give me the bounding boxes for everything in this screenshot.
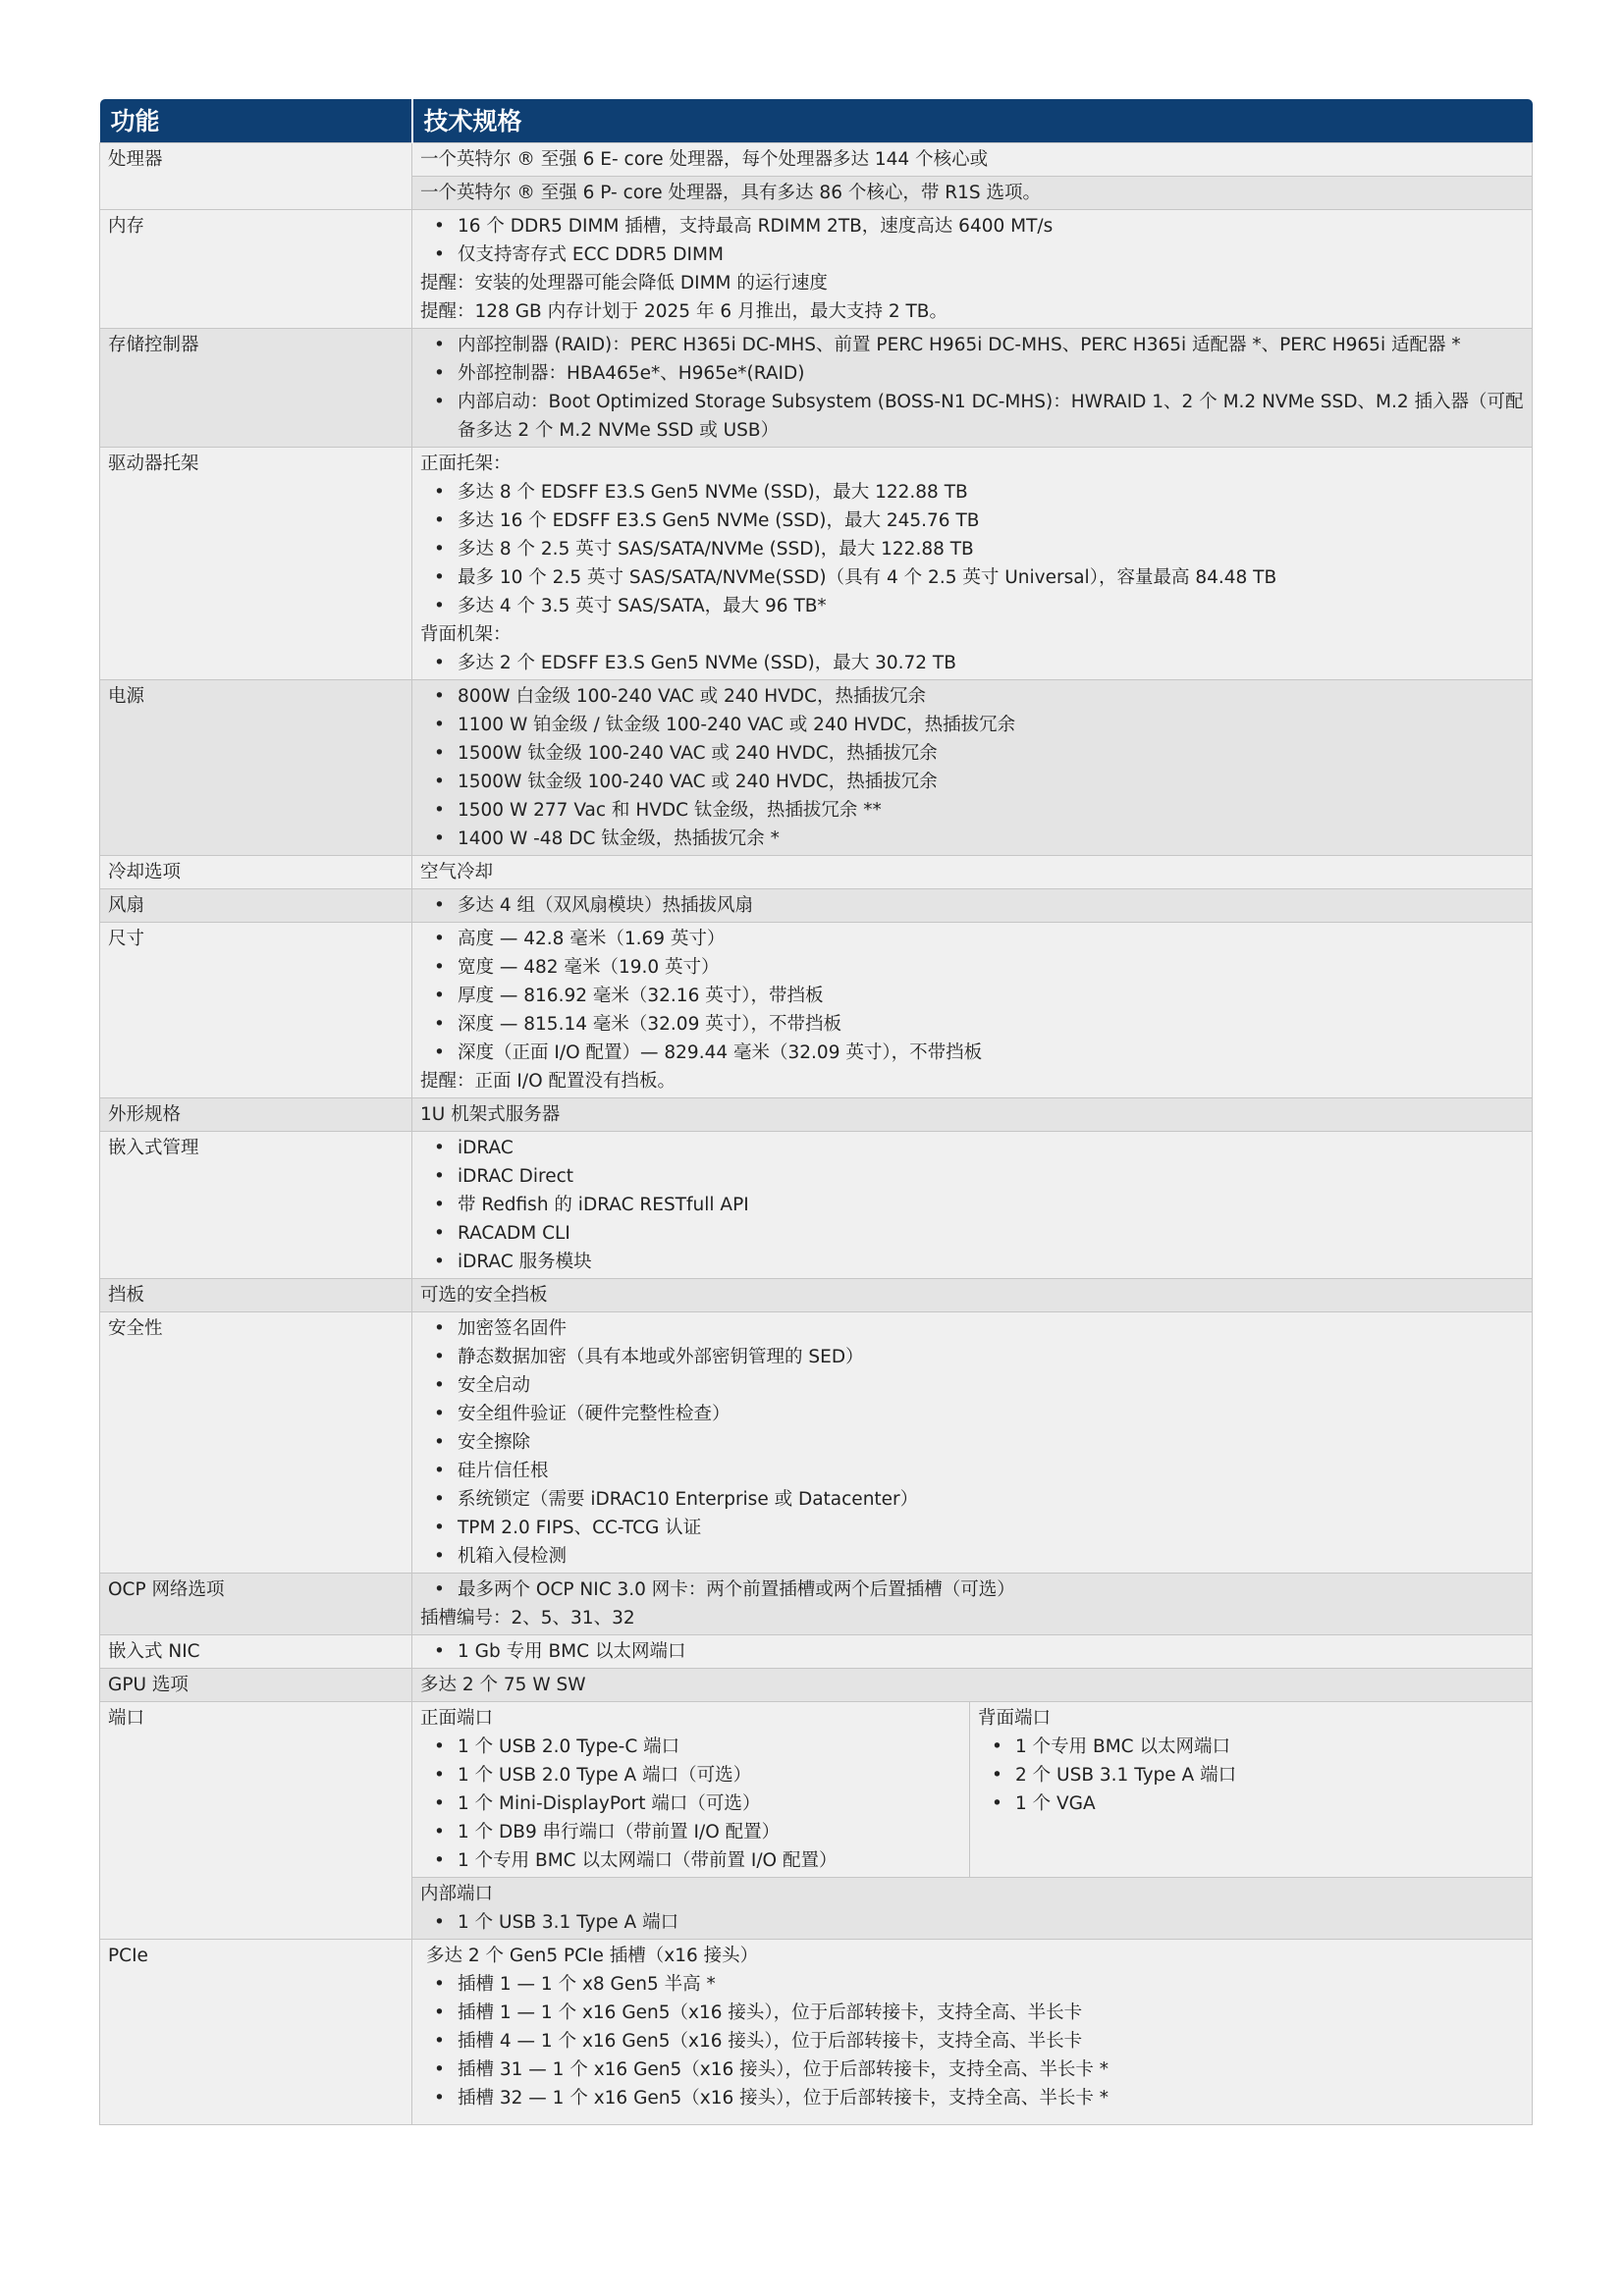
list-item: • 外部控制器：HBA465e*、H965e*(RAID) bbox=[458, 359, 1526, 388]
drive-bays-rear-title: 背面机架： bbox=[420, 624, 512, 645]
list-item: • RACADM CLI bbox=[458, 1219, 1526, 1248]
memory-note: 提醒：安装的处理器可能会降低 DIMM 的运行速度 bbox=[420, 273, 828, 294]
list-item: • 多达 2 个 EDSFF E3.S Gen5 NVMe (SSD)，最大 30.72 TB bbox=[458, 649, 1526, 677]
header-row bbox=[100, 99, 1533, 143]
ocp-list bbox=[420, 1575, 1526, 1604]
internal-ports-title: 内部端口 bbox=[420, 1884, 494, 1904]
list-item: • 插槽 32 — 1 个 x16 Gen5（x16 接头），位于后部转接卡，支持全高、半长卡 * bbox=[458, 2084, 1526, 2112]
list-item: • 1 个专用 BMC 以太网端口（带前置 I/O 配置） bbox=[458, 1846, 963, 1875]
row-embedded-management bbox=[100, 1132, 1533, 1279]
list-item: • 多达 8 个 2.5 英寸 SAS/SATA/NVMe (SSD)，最大 122.88 TB bbox=[458, 535, 1526, 563]
internal-ports bbox=[412, 1877, 1532, 1939]
list-item: • 1100 W 铂金级 / 钛金级 100-240 VAC 或 240 HVDC，热插拔冗余 bbox=[458, 711, 1526, 739]
list-item: • 加密签名固件 bbox=[458, 1314, 1526, 1343]
list-item: • 最多两个 OCP NIC 3.0 网卡：两个前置插槽或两个后置插槽（可选） bbox=[458, 1575, 1526, 1604]
row-security bbox=[100, 1312, 1533, 1574]
value-cooling: 空气冷却 bbox=[412, 856, 1533, 889]
ocp-note: 插槽编号：2、5、31、32 bbox=[420, 1608, 635, 1629]
list-item: • 安全启动 bbox=[458, 1371, 1526, 1400]
value-security bbox=[412, 1312, 1533, 1574]
label-fans: 风扇 bbox=[100, 889, 412, 923]
label-memory: 内存 bbox=[100, 210, 412, 329]
power-list bbox=[420, 682, 1526, 853]
list-item: • 1 个 USB 2.0 Type A 端口（可选） bbox=[458, 1761, 963, 1789]
row-storage-controller bbox=[100, 329, 1533, 448]
dimensions-note: 提醒：正面 I/O 配置没有挡板。 bbox=[420, 1071, 677, 1092]
value-drive-bays bbox=[412, 448, 1533, 680]
label-dimensions: 尺寸 bbox=[100, 923, 412, 1098]
list-item: • 系统锁定（需要 iDRAC10 Enterprise 或 Datacenter） bbox=[458, 1485, 1526, 1514]
pcie-list bbox=[420, 1970, 1526, 2112]
label-security: 安全性 bbox=[100, 1312, 412, 1574]
pcie-title: 多达 2 个 Gen5 PCIe 插槽（x16 接头） bbox=[426, 1946, 759, 1966]
embedded-nic-list bbox=[420, 1637, 1526, 1666]
header-feature: 功能 bbox=[100, 99, 412, 143]
list-item: • 800W 白金级 100-240 VAC 或 240 HVDC，热插拔冗余 bbox=[458, 682, 1526, 711]
list-item: • 多达 4 个 3.5 英寸 SAS/SATA，最大 96 TB* bbox=[458, 592, 1526, 620]
list-item: • 插槽 1 — 1 个 x8 Gen5 半高 * bbox=[458, 1970, 1526, 1999]
rear-ports-list bbox=[978, 1733, 1526, 1818]
row-embedded-nic bbox=[100, 1635, 1533, 1669]
list-item: • 1 Gb 专用 BMC 以太网端口 bbox=[458, 1637, 1526, 1666]
memory-list bbox=[420, 212, 1526, 269]
list-item: • 硅片信任根 bbox=[458, 1457, 1526, 1485]
list-item: • 安全组件验证（硬件完整性检查） bbox=[458, 1400, 1526, 1428]
list-item: • 内部控制器 (RAID)：PERC H365i DC-MHS、前置 PERC H965i DC-MHS、PERC H365i 适配器 *、PERC H965i 适配器 * bbox=[458, 331, 1526, 359]
list-item: • 仅支持寄存式 ECC DDR5 DIMM bbox=[458, 240, 1526, 269]
row-drive-bays bbox=[100, 448, 1533, 680]
list-item: • 静态数据加密（具有本地或外部密钥管理的 SED） bbox=[458, 1343, 1526, 1371]
row-ocp bbox=[100, 1574, 1533, 1635]
list-item: • 机箱入侵检测 bbox=[458, 1542, 1526, 1571]
row-cooling bbox=[100, 856, 1533, 889]
label-cooling: 冷却选项 bbox=[100, 856, 412, 889]
row-dimensions bbox=[100, 923, 1533, 1098]
label-bezel: 挡板 bbox=[100, 1279, 412, 1312]
label-gpu: GPU 选项 bbox=[100, 1669, 412, 1702]
list-item: • iDRAC 服务模块 bbox=[458, 1248, 1526, 1276]
label-ports: 端口 bbox=[100, 1702, 412, 1940]
value-ports bbox=[412, 1702, 1533, 1940]
list-item: • 安全擦除 bbox=[458, 1428, 1526, 1457]
value-pcie bbox=[412, 1940, 1533, 2125]
list-item: • 带 Redfish 的 iDRAC RESTfull API bbox=[458, 1191, 1526, 1219]
value-power bbox=[412, 680, 1533, 856]
label-storage-controller: 存储控制器 bbox=[100, 329, 412, 448]
row-fans bbox=[100, 889, 1533, 923]
value-processor bbox=[412, 143, 1533, 210]
rear-ports-title: 背面端口 bbox=[978, 1708, 1052, 1729]
drive-bays-front-list bbox=[420, 478, 1526, 620]
list-item: • 内部启动：Boot Optimized Storage Subsystem (BOSS-N1 DC-MHS)：HWRAID 1、2 个 M.2 NVMe SSD、M.2 插入器（可配备多达 2 个 M.2 NVMe SSD 或 USB） bbox=[458, 388, 1526, 445]
list-item: • 高度 — 42.8 毫米（1.69 英寸） bbox=[458, 925, 1526, 953]
list-item: • 深度 — 815.14 毫米（32.09 英寸），不带挡板 bbox=[458, 1010, 1526, 1039]
embedded-management-list bbox=[420, 1134, 1526, 1276]
dimensions-list bbox=[420, 925, 1526, 1067]
list-item: • iDRAC Direct bbox=[458, 1162, 1526, 1191]
value-bezel: 可选的安全挡板 bbox=[412, 1279, 1533, 1312]
front-ports-list bbox=[420, 1733, 963, 1875]
list-item: • 1500W 钛金级 100-240 VAC 或 240 HVDC，热插拔冗余 bbox=[458, 768, 1526, 796]
label-embedded-nic: 嵌入式 NIC bbox=[100, 1635, 412, 1669]
drive-bays-front-title: 正面托架： bbox=[420, 454, 512, 474]
list-item: • 多达 4 组（双风扇模块）热插拔风扇 bbox=[458, 891, 1526, 920]
front-ports bbox=[412, 1702, 970, 1877]
value-ocp bbox=[412, 1574, 1533, 1635]
row-gpu bbox=[100, 1669, 1533, 1702]
processor-line: 一个英特尔 ® 至强 6 E- core 处理器，每个处理器多达 144 个核心或 bbox=[420, 149, 989, 170]
processor-line: 一个英特尔 ® 至强 6 P- core 处理器，具有多达 86 个核心，带 R1S 选项。 bbox=[412, 176, 1532, 209]
list-item: • 插槽 31 — 1 个 x16 Gen5（x16 接头），位于后部转接卡，支持全高、半长卡 * bbox=[458, 2056, 1526, 2084]
list-item: • 2 个 USB 3.1 Type A 端口 bbox=[1015, 1761, 1526, 1789]
value-storage-controller bbox=[412, 329, 1533, 448]
label-processor: 处理器 bbox=[100, 143, 412, 210]
internal-ports-list bbox=[420, 1908, 1526, 1937]
list-item: • 1 个专用 BMC 以太网端口 bbox=[1015, 1733, 1526, 1761]
value-dimensions bbox=[412, 923, 1533, 1098]
label-drive-bays: 驱动器托架 bbox=[100, 448, 412, 680]
list-item: • 多达 16 个 EDSFF E3.S Gen5 NVMe (SSD)，最大 245.76 TB bbox=[458, 507, 1526, 535]
list-item: • iDRAC bbox=[458, 1134, 1526, 1162]
value-embedded-nic bbox=[412, 1635, 1533, 1669]
list-item: • 16 个 DDR5 DIMM 插槽，支持最高 RDIMM 2TB，速度高达 6400 MT/s bbox=[458, 212, 1526, 240]
fans-list bbox=[420, 891, 1526, 920]
front-ports-title: 正面端口 bbox=[420, 1708, 494, 1729]
label-ocp: OCP 网络选项 bbox=[100, 1574, 412, 1635]
label-form-factor: 外形规格 bbox=[100, 1098, 412, 1132]
list-item: • 1400 W -48 DC 钛金级，热插拔冗余 * bbox=[458, 825, 1526, 853]
list-item: • 1 个 Mini-DisplayPort 端口（可选） bbox=[458, 1789, 963, 1818]
row-form-factor bbox=[100, 1098, 1533, 1132]
label-pcie: PCIe bbox=[100, 1940, 412, 2125]
row-memory bbox=[100, 210, 1533, 329]
row-processor bbox=[100, 143, 1533, 210]
header-spec: 技术规格 bbox=[412, 99, 1533, 143]
list-item: • 多达 8 个 EDSFF E3.S Gen5 NVMe (SSD)，最大 122.88 TB bbox=[458, 478, 1526, 507]
storage-controller-list bbox=[420, 331, 1526, 445]
list-item: • 1 个 DB9 串行端口（带前置 I/O 配置） bbox=[458, 1818, 963, 1846]
list-item: • 1 个 USB 2.0 Type-C 端口 bbox=[458, 1733, 963, 1761]
value-gpu: 多达 2 个 75 W SW bbox=[412, 1669, 1533, 1702]
list-item: • 1500W 钛金级 100-240 VAC 或 240 HVDC，热插拔冗余 bbox=[458, 739, 1526, 768]
row-ports bbox=[100, 1702, 1533, 1940]
list-item: • 最多 10 个 2.5 英寸 SAS/SATA/NVMe(SSD)（具有 4 个 2.5 英寸 Universal），容量最高 84.48 TB bbox=[458, 563, 1526, 592]
row-pcie bbox=[100, 1940, 1533, 2125]
row-bezel bbox=[100, 1279, 1533, 1312]
value-fans bbox=[412, 889, 1533, 923]
value-embedded-management bbox=[412, 1132, 1533, 1279]
value-form-factor: 1U 机架式服务器 bbox=[412, 1098, 1533, 1132]
list-item: • 深度（正面 I/O 配置）— 829.44 毫米（32.09 英寸），不带挡板 bbox=[458, 1039, 1526, 1067]
ports-grid bbox=[412, 1702, 1532, 1877]
list-item: • TPM 2.0 FIPS、CC-TCG 认证 bbox=[458, 1514, 1526, 1542]
list-item: • 插槽 1 — 1 个 x16 Gen5（x16 接头），位于后部转接卡，支持全高、半长卡 bbox=[458, 1999, 1526, 2027]
value-memory bbox=[412, 210, 1533, 329]
spec-table bbox=[99, 99, 1533, 2125]
label-power: 电源 bbox=[100, 680, 412, 856]
list-item: • 厚度 — 816.92 毫米（32.16 英寸），带挡板 bbox=[458, 982, 1526, 1010]
memory-note: 提醒：128 GB 内存计划于 2025 年 6 月推出，最大支持 2 TB。 bbox=[420, 301, 947, 322]
label-embedded-management: 嵌入式管理 bbox=[100, 1132, 412, 1279]
list-item: • 插槽 4 — 1 个 x16 Gen5（x16 接头），位于后部转接卡，支持全高、半长卡 bbox=[458, 2027, 1526, 2056]
security-list bbox=[420, 1314, 1526, 1571]
row-power bbox=[100, 680, 1533, 856]
list-item: • 宽度 — 482 毫米（19.0 英寸） bbox=[458, 953, 1526, 982]
list-item: • 1500 W 277 Vac 和 HVDC 钛金级，热插拔冗余 ** bbox=[458, 796, 1526, 825]
list-item: • 1 个 USB 3.1 Type A 端口 bbox=[458, 1908, 1526, 1937]
rear-ports bbox=[970, 1702, 1532, 1877]
list-item: • 1 个 VGA bbox=[1015, 1789, 1526, 1818]
drive-bays-rear-list bbox=[420, 649, 1526, 677]
